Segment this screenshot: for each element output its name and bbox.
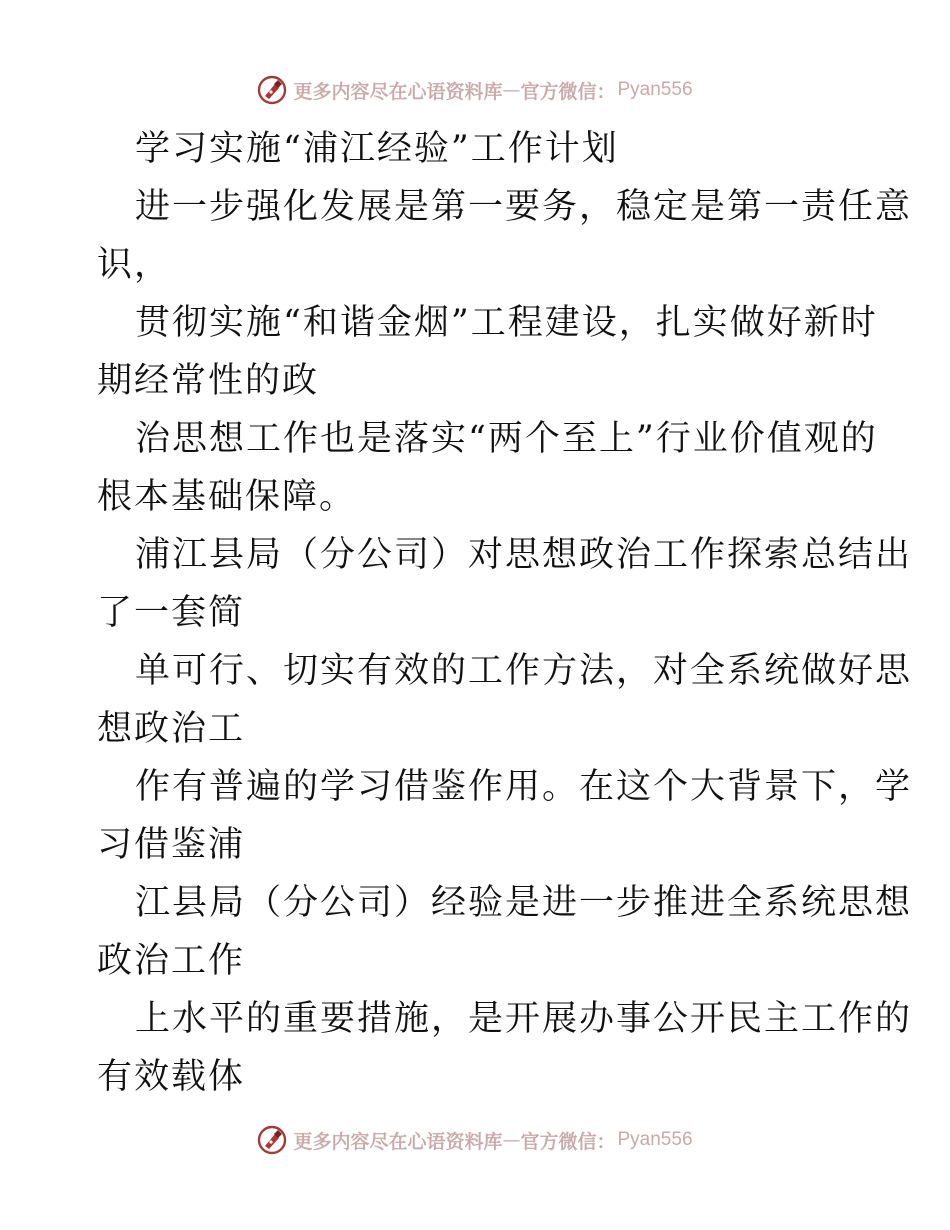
document-body (97, 120, 913, 1106)
banner-dash: — (502, 1129, 521, 1151)
doc-line: 作有普遍的学习借鉴作用。在这个大背景下，学 (135, 767, 913, 807)
doc-line: 政治工作 (97, 941, 246, 981)
banner-wechat-id: Pyan556 (617, 79, 693, 100)
banner-main-text: 更多内容尽在心语资料库 (293, 1130, 503, 1153)
banner-wechat-label: 官方微信： (520, 1130, 616, 1153)
doc-line: 了一套简 (97, 593, 246, 633)
doc-line: 进一步强化发展是第一要务，稳定是第一责任意 (135, 187, 913, 227)
doc-line: 江县局（分公司）经验是进一步推进全系统思想 (135, 883, 913, 923)
doc-line: 有效载体 (97, 1057, 246, 1097)
doc-line: 浦江县局（分公司）对思想政治工作探索总结出 (135, 535, 913, 575)
header-watermark (0, 70, 950, 110)
doc-line: 治思想工作也是落实“两个至上”行业价值观的 (135, 419, 878, 459)
doc-line: 贯彻实施“和谐金烟”工程建设，扎实做好新时 (135, 303, 878, 343)
banner-main-text: 更多内容尽在心语资料库 (293, 80, 503, 103)
footer-watermark (0, 1120, 950, 1160)
doc-title: 学习实施“浦江经验”工作计划 (135, 129, 619, 169)
banner-dash: — (502, 79, 521, 101)
banner-wechat-label: 官方微信： (520, 80, 616, 103)
banner-wechat-id: Pyan556 (617, 1129, 693, 1150)
doc-line: 上水平的重要措施，是开展办事公开民主工作的 (135, 999, 913, 1039)
doc-line: 期经常性的政 (97, 361, 320, 401)
doc-line: 习借鉴浦 (97, 825, 246, 865)
doc-line: 识， (97, 245, 172, 285)
doc-line: 想政治工 (97, 709, 246, 749)
pen-nib-logo-icon (257, 1125, 287, 1155)
doc-line: 根本基础保障。 (97, 477, 357, 517)
doc-line: 单可行、切实有效的工作方法，对全系统做好思 (135, 651, 913, 691)
pen-nib-logo-icon (257, 75, 287, 105)
